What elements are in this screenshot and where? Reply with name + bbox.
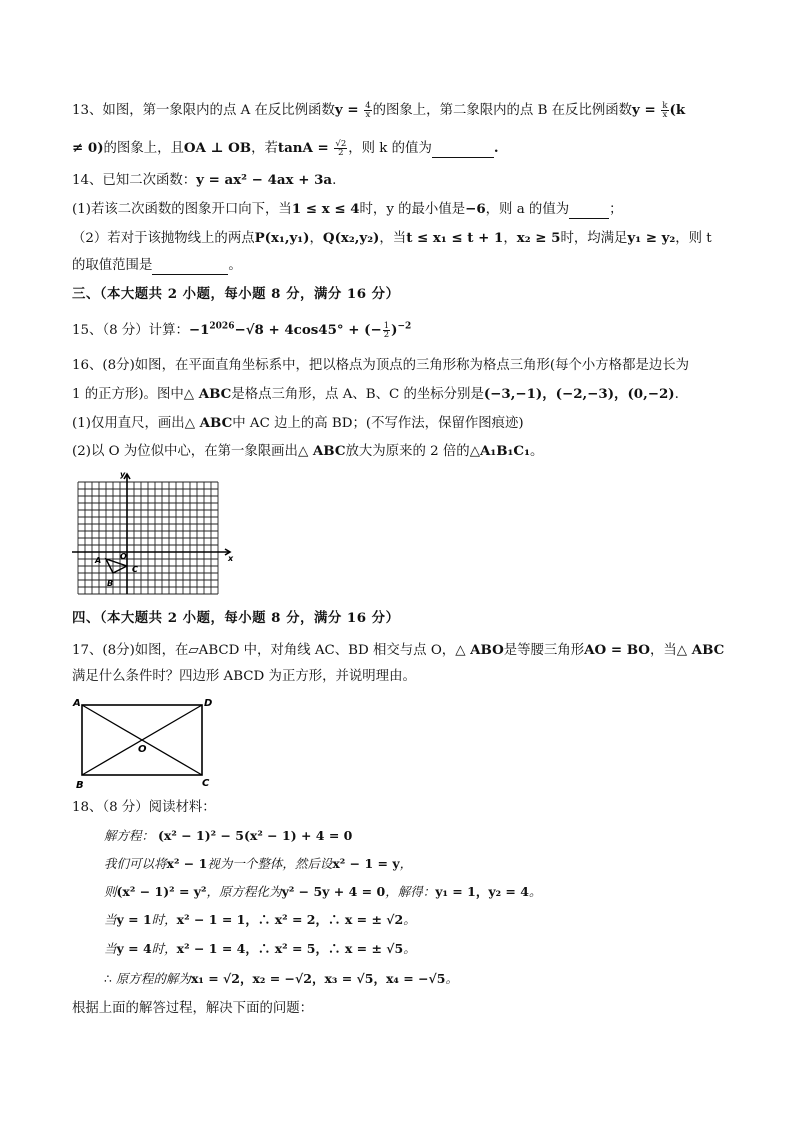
q16-grid-figure xyxy=(68,468,238,596)
q14-math: −6 xyxy=(465,201,486,217)
q14-math: y = ax² − 4ax + 3a xyxy=(196,172,333,188)
q15-line xyxy=(72,321,411,340)
q18-text: 则 xyxy=(104,884,117,899)
frac-denominator: x xyxy=(662,110,668,120)
q13-math: OA ⊥ OB xyxy=(183,140,252,156)
frac-denominator: 2 xyxy=(338,148,344,158)
q14-text: 时，y 的最小值是 xyxy=(359,202,466,217)
vertex-label-a: A xyxy=(73,698,81,709)
q16-text: . xyxy=(674,387,679,402)
q18-math: x² − 1 = 4，∴ x² = 5，∴ x = ± √5 xyxy=(176,941,404,956)
q13-period: . xyxy=(493,140,499,156)
q16-math: △ ABC xyxy=(297,443,346,459)
q13-text: 的图象上，且 xyxy=(103,141,184,156)
q18-text: 解方程： xyxy=(104,828,155,843)
q15-exponent: −2 xyxy=(397,321,412,332)
q13-text: 的图象上，第二象限内的点 B 在反比例函数 xyxy=(372,103,633,118)
frac-denominator: 2 xyxy=(383,330,390,340)
q16-text: 放大为原来的 2 倍的 xyxy=(345,444,470,459)
q13-fraction-root2-over-2 xyxy=(334,140,347,157)
q14-math: P(x₁,y₁) xyxy=(254,230,310,246)
q14-line-2 xyxy=(72,200,623,219)
axis-label-y: y xyxy=(120,470,126,479)
q13-line-1 xyxy=(72,101,685,120)
q16-text: 。 xyxy=(529,444,544,459)
point-label-a: A xyxy=(95,556,102,565)
frac-numerator: 1 xyxy=(383,321,390,331)
q18-solution-line-5 xyxy=(104,940,416,958)
q14-text: 的取值范围是 xyxy=(72,258,153,273)
q18-solution-line-6 xyxy=(104,970,458,988)
q14-text: （2）若对于该抛物线上的两点 xyxy=(72,231,255,246)
q16-line-2 xyxy=(72,385,679,404)
q17-math: △ ABO xyxy=(455,642,504,658)
q13-math: y = xyxy=(334,102,364,118)
q18-math: y = 4 xyxy=(116,941,152,956)
q14-text: 14、已知二次函数： xyxy=(72,173,197,188)
section-4-heading: 四、（本大题共 2 小题，每小题 8 分，满分 16 分） xyxy=(72,610,400,626)
q13-fraction-k-over-x xyxy=(661,102,668,119)
q18-math: y = 1 xyxy=(116,912,152,927)
q14-text: 。 xyxy=(228,258,242,273)
q18-math: x² − 1 = 1，∴ x² = 2，∴ x = ± √2 xyxy=(176,912,404,927)
q14-text: ，则 t xyxy=(675,231,712,246)
q13-math: y = xyxy=(632,102,661,118)
q14-text: (1)若该二次函数的图象开口向下，当 xyxy=(72,202,292,217)
q18-solution-line-4 xyxy=(104,911,416,929)
q18-math: y² − 5y + 4 = 0 xyxy=(281,884,386,899)
q16-line-1: 16、(8分)如图，在平面直角坐标系中，把以格点为顶点的三角形称为格点三角形(每个小方格都是边长为 xyxy=(72,358,690,373)
q14-line-4 xyxy=(72,257,242,275)
vertex-label-b: B xyxy=(76,780,84,790)
q18-text: ∴ 原方程的解为 xyxy=(104,971,191,986)
q18-math: y₁ = 1，y₂ = 4 xyxy=(435,884,529,899)
q15-math: ) xyxy=(391,322,398,338)
q14-text: ， xyxy=(309,231,323,246)
q14-math: t ≤ x₁ ≤ t + 1 xyxy=(406,230,504,246)
q17-rectangle-figure xyxy=(72,694,222,790)
q18-text: ， xyxy=(399,856,413,871)
coordinate-axes xyxy=(72,474,230,594)
q18-text: ，解得： xyxy=(385,884,436,899)
frac-denominator: x xyxy=(365,110,371,120)
section-3-heading: 三、（本大题共 2 小题，每小题 8 分，满分 16 分） xyxy=(72,286,400,302)
q17-text: ，当 xyxy=(649,643,677,658)
q18-text: 。 xyxy=(528,884,542,899)
q13-text: ，若 xyxy=(251,141,278,156)
grid-lines xyxy=(78,482,218,594)
vertex-label-d: D xyxy=(204,698,213,709)
q14-text: ； xyxy=(609,202,623,217)
q13-math: ≠ 0) xyxy=(72,140,104,156)
vertex-label-c: C xyxy=(202,778,210,789)
frac-numerator: √2 xyxy=(335,139,347,149)
q14-text: ，则 a 的值为 xyxy=(485,202,570,217)
q16-math: △ ABC xyxy=(184,415,233,431)
q14-math: Q(x₂,y₂) xyxy=(322,230,380,246)
q18-text: 。 xyxy=(403,941,416,956)
q16-text: (2)以 O 为位似中心，在第一象限画出 xyxy=(72,444,298,459)
q16-math: (−3,−1)，(−2,−3)，(0,−2) xyxy=(483,386,675,402)
frac-numerator: 4 xyxy=(365,101,371,111)
q18-solution-line-2 xyxy=(104,855,412,873)
q13-math: (k xyxy=(669,102,686,118)
answer-blank[interactable] xyxy=(432,143,494,158)
q13-text: 13、如图，第一象限内的点 A 在反比例函数 xyxy=(72,103,335,118)
q14-text: ，当 xyxy=(379,231,407,246)
answer-blank[interactable] xyxy=(152,260,228,275)
q18-math: x² − 1 = y xyxy=(332,856,400,871)
q15-exponent: 2026 xyxy=(209,321,235,332)
q14-line-3 xyxy=(72,229,712,248)
q15-fraction-half xyxy=(383,322,390,339)
q14-line-1 xyxy=(72,171,336,190)
center-label-o: O xyxy=(138,744,147,755)
q14-math: x₂ ≥ 5 xyxy=(516,230,561,246)
q16-line-4 xyxy=(72,442,543,461)
q16-math: △A₁B₁C₁ xyxy=(469,443,530,459)
q17-line-1 xyxy=(72,641,724,660)
q17-math: AO = BO xyxy=(584,642,650,658)
q14-math: y₁ ≥ y₂ xyxy=(627,230,676,246)
q17-math: △ ABC xyxy=(676,642,725,658)
q18-text: 视为一个整体，然后设 xyxy=(207,856,333,871)
q15-math: −1 xyxy=(188,322,210,338)
q18-math: x² − 1 xyxy=(166,856,208,871)
q18-text: ，原方程化为 xyxy=(206,884,282,899)
q14-text: 时，均满足 xyxy=(560,231,628,246)
q17-text: 17、(8分)如图，在▱ABCD 中，对角线 AC、BD 相交与点 O， xyxy=(72,643,456,658)
q16-text: 1 的正方形)。图中 xyxy=(72,387,184,402)
q18-solution-line-3 xyxy=(104,883,541,901)
q13-line-2 xyxy=(72,139,499,158)
q13-text: ，则 k 的值为 xyxy=(348,141,432,156)
q14-math: 1 ≤ x ≤ 4 xyxy=(291,201,360,217)
q18-solution-line-1 xyxy=(104,827,352,845)
q18-text: 我们可以将 xyxy=(104,856,167,871)
q15-math: −√8 + 4cos45° + (− xyxy=(234,322,382,338)
origin-label-o: O xyxy=(120,552,127,561)
q14-text: ， xyxy=(503,231,517,246)
q18-text: 。 xyxy=(445,971,458,986)
q18-math: (x² − 1)² − 5(x² − 1) + 4 = 0 xyxy=(158,828,353,843)
frac-numerator: k xyxy=(662,101,668,111)
q14-period: . xyxy=(332,173,337,188)
q18-text: 时， xyxy=(151,941,177,956)
q18-closing-line: 根据上面的解答过程，解决下面的问题： xyxy=(72,1001,314,1016)
q18-text: 当 xyxy=(104,912,117,927)
q18-text: 当 xyxy=(104,941,117,956)
q16-line-3 xyxy=(72,414,524,433)
q18-text: 。 xyxy=(403,912,416,927)
q15-text: 15、（8 分）计算： xyxy=(72,323,189,338)
q13-math: tanA = xyxy=(277,140,334,156)
q18-math: x₁ = √2，x₂ = −√2，x₃ = √5，x₄ = −√5 xyxy=(190,971,446,986)
q18-math: (x² − 1)² = y² xyxy=(116,884,207,899)
point-label-c: C xyxy=(132,565,138,574)
q16-text: 是格点三角形，点 A、B、C 的坐标分别是 xyxy=(231,387,484,402)
q17-line-2: 满足什么条件时？四边形 ABCD 为正方形，并说明理由。 xyxy=(72,669,416,684)
q18-line-1: 18、（8 分）阅读材料： xyxy=(72,800,216,815)
q13-fraction-4-over-x xyxy=(364,102,371,119)
q16-math: △ ABC xyxy=(183,386,232,402)
answer-blank[interactable] xyxy=(569,204,609,219)
q16-text: (1)仅用直尺，画出 xyxy=(72,416,185,431)
q16-text: 中 AC 边上的高 BD；(不写作法，保留作图痕迹) xyxy=(232,416,524,431)
q18-text: 时， xyxy=(151,912,177,927)
q17-text: 是等腰三角形 xyxy=(503,643,585,658)
point-label-b: B xyxy=(107,579,114,588)
axis-label-x: x xyxy=(228,554,234,563)
